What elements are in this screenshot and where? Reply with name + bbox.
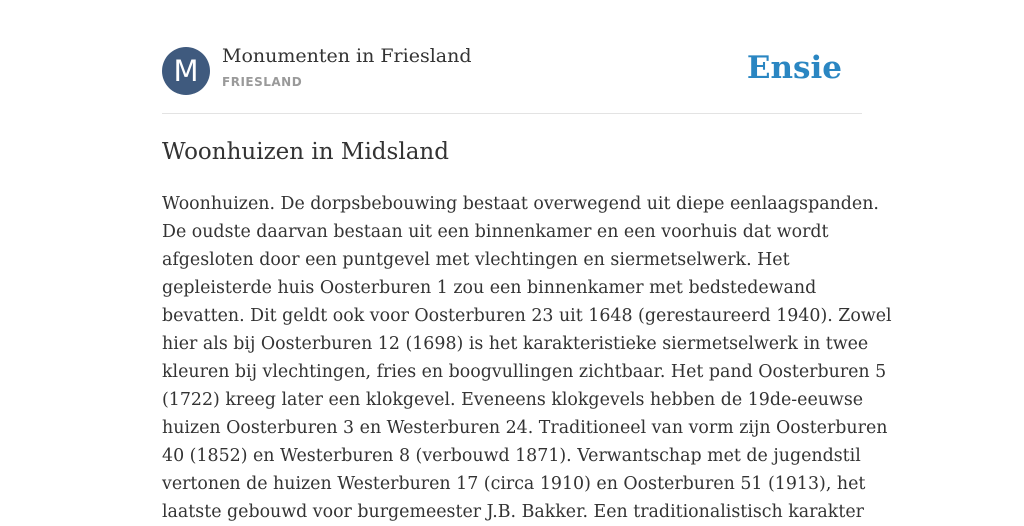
avatar[interactable]: M xyxy=(162,47,210,95)
body-line: kleuren bij vlechtingen, fries en boogvullingen zichtbaar. Het pand Oosterburen 5 xyxy=(162,362,887,382)
article-title: Woonhuizen in Midsland xyxy=(162,139,449,165)
body-line: vertonen de huizen Westerburen 17 (circa 1910) en Oosterburen 51 (1913), het xyxy=(162,474,866,494)
body-line: gepleisterde huis Oosterburen 1 zou een binnenkamer met bedstedewand xyxy=(162,278,817,298)
body-line: bevatten. Dit geldt ook voor Oosterburen 23 uit 1648 (gerestaureerd 1940). Zowel xyxy=(162,306,892,326)
source-category: FRIESLAND xyxy=(222,75,303,89)
card xyxy=(162,0,892,522)
body-line: huizen Oosterburen 3 en Westerburen 24. Traditioneel van vorm zijn Oosterburen xyxy=(162,418,888,438)
body-line: hier als bij Oosterburen 12 (1698) is het karakteristieke siermetselwerk in twee xyxy=(162,334,869,354)
body-line: laatste gebouwd voor burgemeester J.B. Bakker. Een traditionalistisch karakter xyxy=(162,502,864,522)
brand-logo[interactable]: Ensie xyxy=(746,50,842,86)
body-line: De oudste daarvan bestaan uit een binnenkamer en een voorhuis dat wordt xyxy=(162,222,829,242)
article-body xyxy=(162,190,892,526)
body-line: afgesloten door een puntgevel met vlechtingen en siermetselwerk. Het xyxy=(162,250,790,270)
source-name[interactable]: Monumenten in Friesland xyxy=(222,45,472,67)
body-line: Woonhuizen. De dorpsbebouwing bestaat overwegend uit diepe eenlaagspanden. xyxy=(162,194,879,214)
body-line: (1722) kreeg later een klokgevel. Eveneens klokgevels hebben de 19de-eeuwse xyxy=(162,390,864,410)
header xyxy=(162,0,862,114)
body-line: 40 (1852) en Westerburen 8 (verbouwd 1871). Verwantschap met de jugendstil xyxy=(162,446,861,466)
